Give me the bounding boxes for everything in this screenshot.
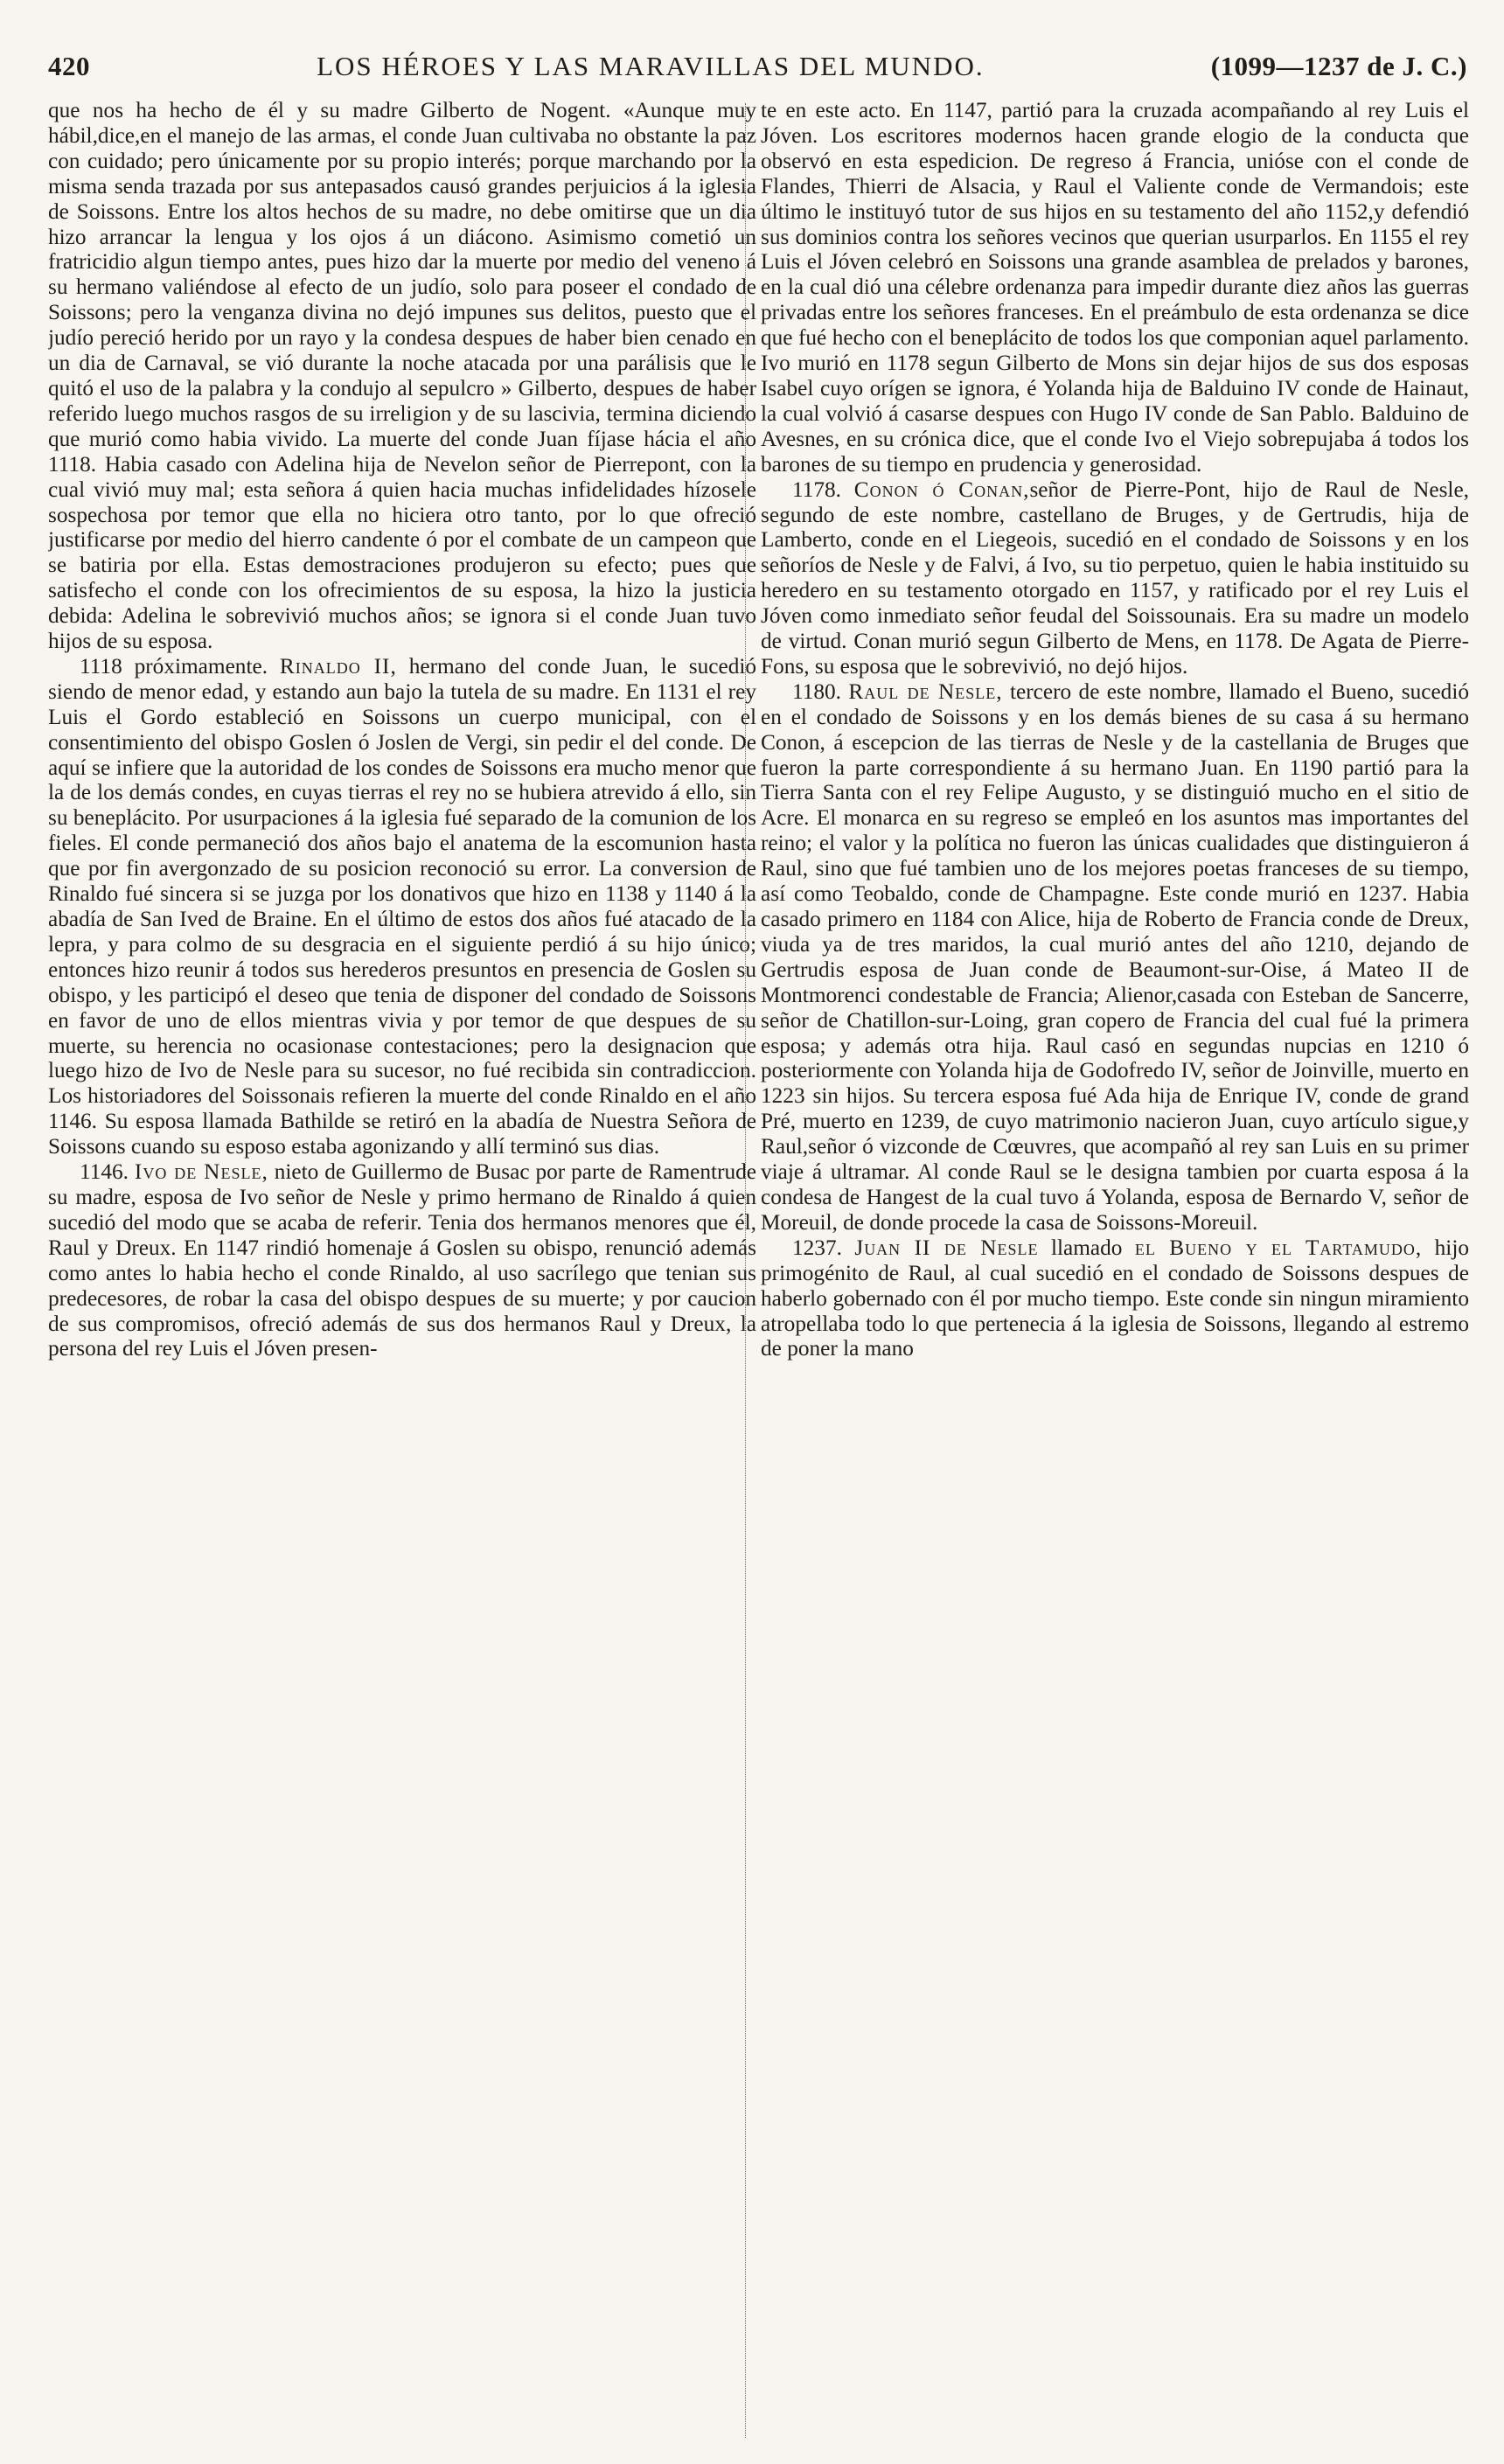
paragraph-text: próximamente.: [134, 653, 268, 679]
entry-name: Rinaldo II,: [279, 653, 397, 679]
entry-epithet: el Bueno y el Tartamudo,: [1134, 1235, 1423, 1260]
paragraph-ivo: [48, 1159, 756, 1361]
entry-year: 1118: [80, 653, 122, 679]
paragraph-conon: [761, 477, 1469, 679]
entry-year: 1237.: [792, 1235, 842, 1260]
paragraph-text: hijo primogénito de Raul, al cual sucedió en el condado de Soissons despues de haberlo gobernado con él por mucho tiempo. Este conde sin ningun miramiento atropellaba todo lo que pertenecia á la iglesia de Soissons, llegando al estremo de poner la mano: [761, 1235, 1469, 1361]
paragraph-raul: [761, 679, 1469, 1235]
entry-year: 1146.: [80, 1159, 129, 1185]
entry-name: Conon ó Conan,: [853, 477, 1030, 502]
date-range: (1099—1237 de J. C.): [1210, 51, 1467, 81]
left-column: [48, 98, 756, 2450]
right-column: [761, 98, 1469, 2450]
page-number: 420: [48, 51, 90, 81]
entry-year: 1180.: [792, 679, 841, 704]
paragraph-text: nieto de Guillermo de Busac por parte de Ramentrude su madre, esposa de Ivo señor de Nesle y primo hermano de Rinaldo á quien sucedió del modo que se acaba de referir. Tenia dos hermanos menores que él, Raul y Dreux. En 1147 rindió homenaje á Goslen su obispo, renunció además como antes lo habia hecho el conde Rinaldo, al uso sacrílego que tenian sus predecesores, de robar la casa del obispo despues de su muerte; y por caucion de sus compromisos, ofreció además de sus dos hermanos Raul y Dreux, la persona del rey Luis el Jóven presen-: [48, 1159, 756, 1361]
paragraph: que nos ha hecho de él y su madre Gilberto de Nogent. «Aunque muy hábil,dice,en el manejo de las armas, el conde Juan cultivaba no obstante la paz con cuidado; pero únicamente por su propio interés; porque marchando por la misma senda trazada por sus antepasados causó grandes perjuicios á la iglesia de Soissons. Entre los altos hechos de su madre, no debe omitirse que un dia hizo arrancar la lengua y los ojos á un diácono. Asimismo cometió un fratricidio algun tiempo antes, pues hizo dar la muerte por medio del veneno á su hermano valiéndose al efecto de un judío, solo para poseer el condado de Soissons; pero la venganza divina no dejó impunes sus delitos, puesto que el judío pereció herido por un rayo y la condesa despues de haber bien cenado en un dia de Carnaval, se vió durante la noche atacada por una parálisis que le quitó el uso de la palabra y la condujo al sepulcro » Gilberto, despues de haber referido luego muchos rasgos de su irreligion y de su lascivia, termina diciendo que murió como habia vivido. La muerte del conde Juan fíjase hácia el año 1118. Habia casado con Adelina hija de Nevelon señor de Pierrepont, con la cual vivió muy mal; esta señora á quien hacia muchas infidelidades hízosele sospechosa por temor que ella no hiciera otro tanto, por lo que ofreció justificarse por medio del hierro candente ó por el combate de un campeon que se batiria por ella. Estas demostraciones produjeron su efecto; pues que satisfecho el conde con los ofrecimientos de su esposa, la hizo la justicia debida: Adelina le sobrevivió muchos años; se ignora si el conde Juan tuvo hijos de su esposa.: [48, 98, 756, 654]
running-title: LOS HÉROES Y LAS MARAVILLAS DEL MUNDO.: [317, 51, 985, 81]
paragraph-text: hermano del conde Juan, le sucedió siendo de menor edad, y estando aun bajo la tutela de su madre. En 1131 el rey Luis el Gordo estableció en Soissons un cuerpo municipal, con el consentimiento del obispo Goslen ó Joslen de Vergi, sin pedir el del conde. De aquí se infiere que la autoridad de los condes de Soissons era mucho menor que la de los demás condes, en cuyas tierras el rey no se hubiera atrevido á ello, sin su beneplácito. Por usurpaciones á la iglesia fué separado de la comunion de los fieles. El conde permaneció dos años bajo el anatema de la escomunion hasta que por fin avergonzado de su posicion reconoció su error. La conversion de Rinaldo fué sincera si se juzga por los donativos que hizo en 1138 y 1140 á la abadía de San Ived de Braine. En el último de estos dos años fué atacado de la lepra, y para colmo de su desgracia en el siguiente perdió á su hijo único; entonces hizo reunir á todos sus herederos presuntos en presencia de Goslen su obispo, y les participó el deseo que tenia de disponer del condado de Soissons en favor de uno de ellos mientras vivia y por temor de que despues de su muerte, su herencia no ocasionase contestaciones; pero la designacion que luego hizo de Ivo de Nesle para su sucesor, no fué recibida sin contradiccion. Los historiadores del Soissonais refieren la muerte del conde Rinaldo en el año 1146. Su esposa llamada Bathilde se retiró en la abadía de Nuestra Señora de Soissons cuando su esposo estaba agonizando y allí terminó sus dias.: [48, 653, 756, 1159]
paragraph: te en este acto. En 1147, partió para la cruzada acompañando al rey Luis el Jóven. Los escritores modernos hacen grande elogio de la conducta que observó en esta espedicion. De regreso á Francia, unióse con el conde de Flandes, Thierri de Alsacia, y Raul el Valiente conde de Vermandois; este último le instituyó tutor de sus hijos en su testamento del año 1152,y defendió sus dominios contra los señores vecinos que querian usurparlos. En 1155 el rey Luis el Jóven celebró en Soissons una grande asamblea de prelados y barones, en la cual dió una célebre ordenanza para impedir durante diez años las guerras privadas entre los señores franceses. En el preámbulo de esta ordenanza se dice que fué hecho con el beneplácito de todos los que componian aquel parlamento. Ivo murió en 1178 segun Gilberto de Mons sin dejar hijos de sus dos esposas Isabel cuyo orígen se ignora, é Yolanda hija de Balduino IV conde de Hainaut, la cual volvió á casarse despues con Hugo IV conde de San Pablo. Balduino de Avesnes, en su crónica dice, que el conde Ivo el Viejo sobrepujaba á todos los barones de su tiempo en prudencia y generosidad.: [761, 98, 1469, 477]
entry-name: Raul de Nesle,: [848, 679, 1003, 704]
paragraph-rinaldo: [48, 654, 756, 1159]
paragraph-text: tercero de este nombre, llamado el Bueno, sucedió en el condado de Soissons y en los demás bienes de su casa á su hermano Conon, á escepcion de las tierras de Nesle y de la castellania de Bruges que fueron la parte correspondiente á su hermano Juan. En 1190 partió para la Tierra Santa con el rey Felipe Augusto, y se distinguió mucho en el sitio de Acre. El monarca en su regreso se empleó en los asuntos mas importantes del reino; el valor y la política no fueron las únicas cualidades que distinguieron á Raul, sino que fué tambien uno de los mejores poetas franceses de su tiempo, así como Teobaldo, conde de Champagne. Este conde murió en 1237. Habia casado primero en 1184 con Alice, hija de Roberto de Francia conde de Dreux, viuda ya de tres maridos, la cual murió antes del año 1210, dejando de Gertrudis esposa de Juan conde de Beaumont-sur-Oise, á Mateo II de Montmorenci condestable de Francia; Alienor,casada con Esteban de Sancerre, señor de Chatillon-sur-Loing, gran copero de Francia del cual fué la primera esposa; y además otra hija. Raul casó en segundas nupcias en 1210 ó posteriormente con Yolanda hija de Godofredo IV, señor de Joinville, muerto en 1223 sin hijos. Su tercera esposa fué Ada hija de Enrique IV, conde de grand Pré, muerto en 1239, de cuyo matrimonio nacieron Juan, cuyo artículo sigue,y Raul,señor ó vizconde de Cœuvres, que acompañó al rey san Luis en su primer viaje á ultramar. Al conde Raul se le designa tambien por cuarta esposa á la condesa de Hangest de la cual tuvo á Yolanda, esposa de Bernardo V, señor de Moreuil, de donde procede la casa de Soissons-Moreuil.: [761, 679, 1469, 1235]
entry-year: 1178.: [792, 477, 841, 502]
page-header: [48, 51, 1467, 94]
paragraph-juan: [761, 1235, 1469, 1362]
entry-name: Juan II de Nesle: [854, 1235, 1039, 1260]
entry-name: Ivo de Nesle,: [134, 1159, 268, 1185]
paragraph-text: señor de Pierre-Pont, hijo de Raul de Nesle, segundo de este nombre, castellano de Bruges, y de Gertrudis, hija de Lamberto, conde en el Liegeois, sucedió en el condado de Soissons y en los señoríos de Nesle y de Falvi, á Ivo, su tio perpetuo, quien le habia instituido su heredero en su testamento otorgado en 1157, y ratificado por el rey Luis el Jóven como inmediato señor feudal del Soissounais. Era su madre un modelo de virtud. Conan murió segun Gilberto de Mens, en 1178. De Agata de Pierre-Fons, su esposa que le sobrevivió, no dejó hijos.: [761, 477, 1469, 679]
paragraph-text: llamado: [1050, 1235, 1123, 1260]
